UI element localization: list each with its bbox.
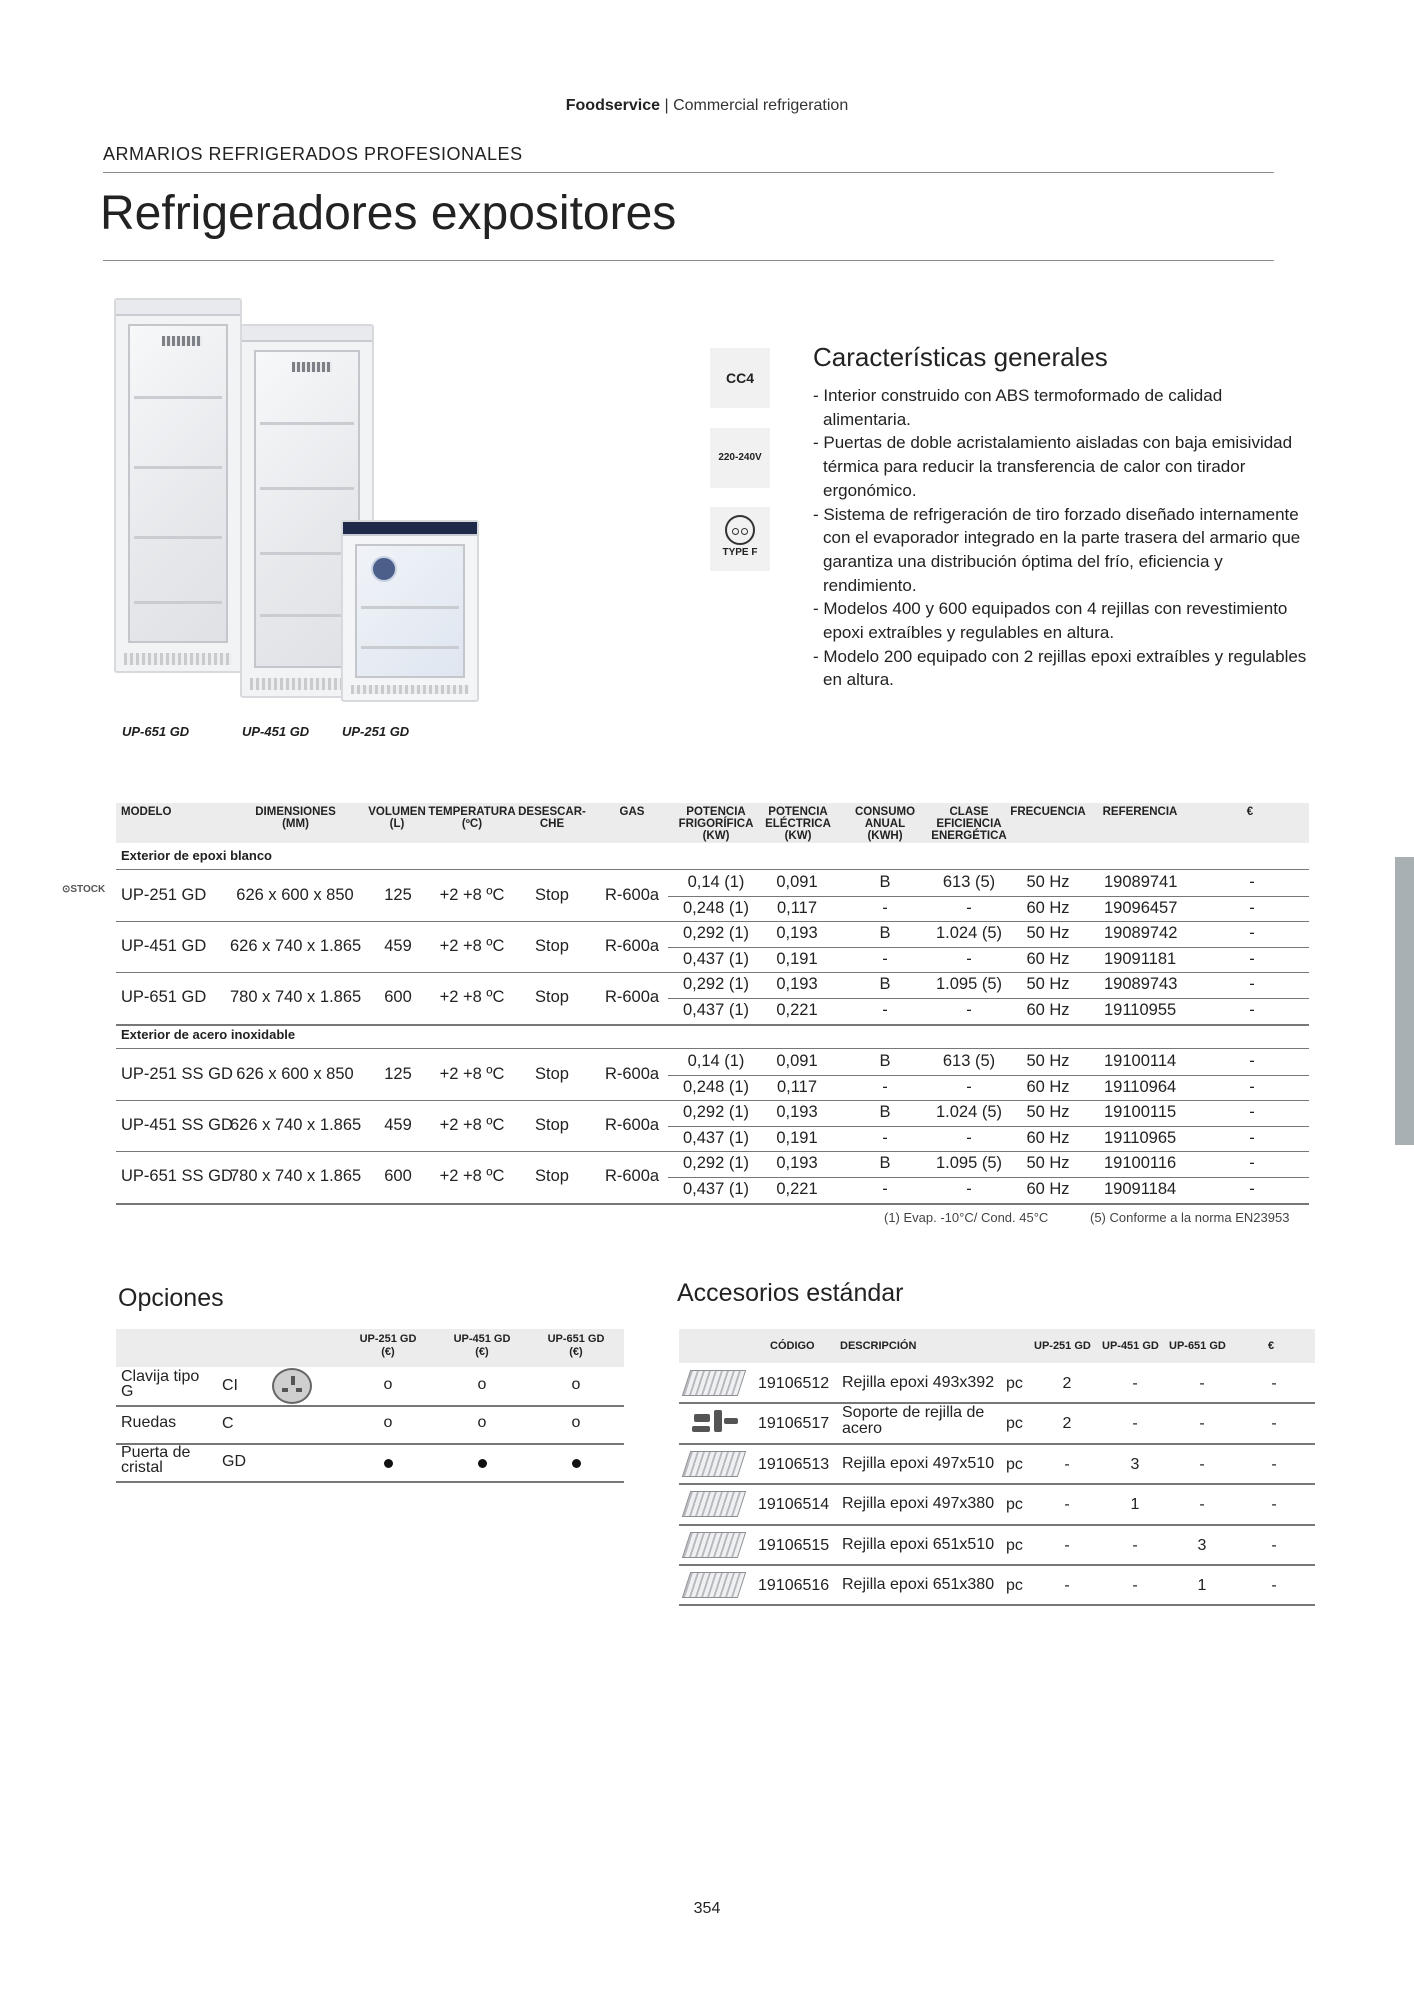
product-caption: UP-451 GD (242, 724, 310, 739)
acc-precio: - (1271, 1536, 1277, 1554)
cell-potencia-electrica: 0,193 (776, 975, 818, 994)
model-divider (116, 1024, 1309, 1026)
acc-qty-up451: - (1132, 1536, 1138, 1554)
group-label: Exterior de epoxi blanco (121, 848, 272, 863)
acc-qty-up451: 1 (1130, 1496, 1140, 1514)
option-name-line: Puerta de (121, 1444, 191, 1461)
cell-temperatura: +2 +8 ºC (439, 988, 505, 1006)
page-title: Refrigeradores expositores (100, 187, 677, 240)
cell-potencia-frigorifica: 0,292 (1) (682, 1154, 750, 1173)
acc-unit: pc (1006, 1415, 1023, 1433)
cell-clase: - (966, 1001, 972, 1019)
acc-th-up651: UP-651 GD (1169, 1340, 1226, 1352)
cell-frecuencia: 60 Hz (1026, 1128, 1070, 1147)
cell-frecuencia: 50 Hz (1026, 873, 1070, 891)
cell-potencia-electrica: 0,193 (776, 1154, 818, 1173)
option-name-line: cristal (121, 1459, 163, 1476)
plug-type-badge (710, 507, 770, 571)
th-potencia-frigorifica: POTENCIA FRIGORÍFICA (KW) (678, 806, 754, 842)
acc-descripcion (842, 1496, 994, 1512)
acc-qty-up251: 2 (1062, 1415, 1072, 1433)
page-number: 354 (693, 1900, 721, 1917)
optional-mark: o (477, 1376, 487, 1393)
option-code: C (222, 1415, 234, 1432)
cell-frecuencia: 50 Hz (1026, 924, 1070, 943)
opt-th-up251: UP-251 GD (€) (359, 1333, 417, 1358)
acc-qty-up251: - (1064, 1496, 1070, 1514)
th-referencia: REFERENCIA (1102, 806, 1178, 818)
fridge-image-up251 (341, 520, 479, 702)
th-consumo: CONSUMO ANUAL (KWH) (854, 806, 916, 842)
footnote-norma: (5) Conforme a la norma EN23953 (1090, 1210, 1290, 1225)
cell-gas: R-600a (604, 988, 660, 1006)
option-name-line: G (121, 1383, 134, 1400)
cell-dimensiones: 626 x 600 x 850 (236, 1064, 354, 1083)
cell-desescarche: Stop (535, 1167, 569, 1185)
feature-item: - Sistema de refrigeración de tiro forzado diseñado internamente con el evaporador integrado en la parte trasera del armario que garantiza una distribución óptima del frío, eficiencia y rendimiento. (813, 504, 1301, 595)
acc-unit: pc (1006, 1455, 1023, 1473)
acc-descripcion (842, 1577, 994, 1593)
row-divider (668, 1177, 1309, 1178)
plug-icon (725, 515, 755, 545)
cell-potencia-frigorifica: 0,437 (1) (682, 949, 750, 968)
acc-qty-up451: 3 (1130, 1455, 1140, 1473)
cell-consumo: - (882, 1077, 888, 1096)
cell-frecuencia: 50 Hz (1026, 975, 1070, 994)
option-divider (116, 1405, 624, 1407)
model-divider (116, 1203, 1309, 1205)
cell-consumo: B (879, 873, 891, 891)
row-divider (668, 896, 1309, 897)
acc-qty-up251: - (1064, 1536, 1070, 1554)
wire-grid-image (682, 1572, 746, 1598)
cell-modelo: UP-251 SS GD (121, 1064, 233, 1083)
cell-clase: 613 (5) (942, 1052, 996, 1070)
th-modelo: MODELO (121, 806, 172, 818)
row-divider (668, 947, 1309, 948)
acc-divider (679, 1604, 1315, 1606)
acc-qty-up651: - (1199, 1375, 1205, 1392)
cell-potencia-electrica: 0,221 (776, 1180, 818, 1198)
acc-divider (679, 1524, 1315, 1526)
cell-clase: - (966, 949, 972, 968)
option-code: GD (222, 1453, 246, 1470)
cell-clase: - (966, 1077, 972, 1096)
cell-frecuencia: 60 Hz (1026, 898, 1070, 917)
cell-consumo: - (882, 1180, 888, 1198)
cell-dimensiones: 626 x 740 x 1.865 (230, 936, 362, 955)
group-divider (116, 869, 1309, 870)
optional-mark: o (571, 1376, 581, 1393)
option-name (121, 1445, 211, 1475)
option-code: CI (222, 1377, 238, 1394)
cell-gas: R-600a (604, 1064, 660, 1083)
cell-referencia: 19089741 (1104, 873, 1178, 891)
cell-potencia-frigorifica: 0,437 (1) (682, 1180, 750, 1198)
cell-referencia: 19091181 (1104, 949, 1177, 968)
cell-dimensiones: 780 x 740 x 1.865 (230, 1167, 362, 1185)
cell-precio: - (1249, 898, 1255, 917)
cell-frecuencia: 50 Hz (1026, 1052, 1070, 1070)
category-label: ARMARIOS REFRIGERADOS PROFESIONALES (103, 144, 523, 164)
acc-descripcion (842, 1537, 994, 1553)
cell-referencia: 19089743 (1104, 975, 1178, 994)
cell-frecuencia: 60 Hz (1026, 1077, 1070, 1096)
acc-descripcion-line: Rejilla epoxi 497x510 (842, 1454, 995, 1472)
acc-descripcion (842, 1456, 994, 1472)
header-section: Commercial refrigeration (673, 97, 849, 114)
model-divider (116, 1151, 1309, 1152)
voltage-badge: 220-240V (710, 428, 770, 488)
model-divider (116, 972, 1309, 973)
plug-type-label: TYPE F (722, 547, 758, 558)
acc-divider (679, 1402, 1315, 1404)
cell-modelo: UP-451 GD (121, 936, 207, 955)
cell-dimensiones: 626 x 600 x 850 (236, 885, 354, 904)
cell-referencia: 19091184 (1104, 1180, 1177, 1198)
acc-precio: - (1271, 1375, 1277, 1392)
cell-clase: - (966, 898, 972, 917)
cell-temperatura: +2 +8 ºC (439, 885, 505, 904)
group-label: Exterior de acero inoxidable (121, 1027, 296, 1042)
product-caption: UP-251 GD (342, 724, 410, 739)
th-frecuencia: FRECUENCIA (1010, 806, 1086, 818)
product-caption: UP-651 GD (122, 724, 190, 739)
cell-temperatura: +2 +8 ºC (439, 1115, 505, 1134)
acc-qty-up651: - (1199, 1496, 1205, 1514)
cell-clase: 1.024 (5) (935, 1103, 1003, 1122)
cell-consumo: B (879, 1103, 891, 1122)
cell-gas: R-600a (604, 1167, 660, 1185)
cell-consumo: - (882, 1001, 888, 1019)
cell-clase: - (966, 1180, 972, 1198)
included-dot-icon (572, 1459, 581, 1468)
cell-referencia: 19110964 (1104, 1077, 1177, 1096)
cell-desescarche: Stop (535, 988, 569, 1006)
cell-potencia-electrica: 0,193 (776, 1103, 818, 1122)
feature-item: - Interior construido con ABS termoformado de calidad alimentaria. (813, 386, 1223, 429)
optional-mark: o (383, 1414, 393, 1431)
cell-desescarche: Stop (535, 936, 569, 955)
th-precio: € (1246, 806, 1254, 818)
cell-frecuencia: 60 Hz (1026, 1180, 1070, 1198)
included-dot-icon (478, 1459, 487, 1468)
cell-potencia-electrica: 0,191 (776, 1128, 818, 1147)
acc-descripcion (842, 1405, 984, 1437)
cell-referencia: 19100116 (1104, 1154, 1177, 1173)
cell-precio: - (1249, 949, 1255, 968)
cell-precio: - (1249, 975, 1255, 994)
acc-unit: pc (1006, 1496, 1023, 1514)
option-name (121, 1369, 211, 1399)
th-potencia-electrica: POTENCIA ELÉCTRICA (KW) (765, 806, 831, 842)
cell-potencia-frigorifica: 0,437 (1) (682, 1001, 750, 1019)
acc-qty-up651: 1 (1197, 1577, 1207, 1594)
acc-codigo: 19106515 (758, 1536, 830, 1554)
cell-precio: - (1249, 1001, 1255, 1019)
cell-precio: - (1249, 1128, 1255, 1147)
acc-codigo: 19106514 (758, 1496, 830, 1514)
cell-precio: - (1249, 1103, 1255, 1122)
cell-volumen: 600 (384, 1167, 412, 1185)
acc-unit: pc (1006, 1536, 1023, 1554)
cell-referencia: 19089742 (1104, 924, 1178, 943)
opciones-title: Opciones (118, 1284, 224, 1312)
wire-grid-image (682, 1491, 746, 1517)
acc-qty-up451: - (1132, 1577, 1138, 1594)
acc-th-descripcion: DESCRIPCIÓN (840, 1340, 917, 1352)
cell-frecuencia: 50 Hz (1026, 1154, 1070, 1173)
cell-temperatura: +2 +8 ºC (439, 1064, 505, 1083)
accesorios-title: Accesorios estándar (677, 1279, 904, 1307)
cell-potencia-frigorifica: 0,292 (1) (682, 975, 750, 994)
cell-frecuencia: 60 Hz (1026, 1001, 1070, 1019)
cell-potencia-frigorifica: 0,437 (1) (682, 1128, 750, 1147)
cell-precio: - (1249, 873, 1255, 891)
cell-consumo: - (882, 1128, 888, 1147)
opt-th-up451: UP-451 GD (€) (453, 1333, 511, 1358)
cell-consumo: B (879, 975, 891, 994)
wire-grid-image (682, 1370, 746, 1396)
cell-volumen: 459 (384, 936, 412, 955)
acc-th-codigo: CÓDIGO (770, 1340, 815, 1352)
optional-mark: o (383, 1376, 393, 1393)
cell-precio: - (1249, 924, 1255, 943)
acc-divider (679, 1443, 1315, 1445)
cell-potencia-electrica: 0,221 (776, 1001, 818, 1019)
group-divider (116, 1048, 1309, 1049)
th-volumen: VOLUMEN (L) (368, 806, 426, 830)
acc-qty-up251: - (1064, 1455, 1070, 1473)
wire-grid-image (682, 1532, 746, 1558)
th-desescarche: DESESCAR- CHE (518, 806, 586, 830)
feature-item: - Modelos 400 y 600 equipados con 4 rejillas con revestimiento epoxi extraíbles y regulables en altura. (813, 599, 1288, 643)
plug-g-icon (272, 1368, 312, 1404)
acc-qty-up251: 2 (1062, 1375, 1072, 1392)
acc-qty-up451: - (1132, 1415, 1138, 1433)
cell-modelo: UP-651 GD (121, 988, 207, 1006)
option-name-line: Ruedas (121, 1414, 177, 1431)
cell-gas: R-600a (604, 1115, 660, 1134)
acc-descripcion-line: Soporte de rejilla de (842, 1404, 985, 1422)
acc-precio: - (1271, 1415, 1277, 1433)
th-clase: CLASE EFICIENCIA ENERGÉTICA (931, 806, 1007, 842)
acc-codigo: 19106513 (758, 1455, 830, 1473)
section-side-tab (1395, 857, 1414, 1145)
features-title: Características generales (813, 342, 1108, 372)
cell-potencia-electrica: 0,117 (776, 898, 818, 917)
cell-temperatura: +2 +8 ºC (439, 1167, 505, 1185)
acc-descripcion-line: Rejilla epoxi 651x510 (842, 1535, 995, 1553)
cell-potencia-electrica: 0,117 (776, 1077, 818, 1096)
acc-precio: - (1271, 1455, 1277, 1473)
optional-mark: o (477, 1414, 487, 1431)
acc-th-up251: UP-251 GD (1034, 1340, 1091, 1352)
acc-codigo: 19106512 (758, 1375, 830, 1392)
cell-potencia-electrica: 0,091 (776, 873, 818, 891)
cell-precio: - (1249, 1180, 1255, 1198)
model-divider (116, 921, 1309, 922)
cell-potencia-frigorifica: 0,248 (1) (682, 1077, 750, 1096)
acc-codigo: 19106516 (758, 1577, 830, 1594)
cell-gas: R-600a (604, 936, 660, 955)
acc-qty-up651: - (1199, 1415, 1205, 1433)
cell-potencia-frigorifica: 0,248 (1) (682, 898, 750, 917)
th-dimensiones: DIMENSIONES (MM) (255, 806, 336, 830)
cell-potencia-frigorifica: 0,14 (1) (687, 1052, 745, 1070)
cell-consumo: - (882, 949, 888, 968)
th-temperatura: TEMPERATURA (ºC) (428, 806, 516, 830)
row-divider (668, 1126, 1309, 1127)
th-gas: GAS (619, 806, 645, 818)
stock-badge: ⊙STOCK (62, 884, 106, 895)
cell-referencia: 19110965 (1104, 1128, 1177, 1147)
cell-precio: - (1249, 1052, 1255, 1070)
cell-potencia-electrica: 0,191 (776, 949, 818, 968)
cell-potencia-frigorifica: 0,292 (1) (682, 1103, 750, 1122)
cell-desescarche: Stop (535, 1064, 569, 1083)
acc-descripcion (842, 1375, 994, 1391)
wire-grid-image (682, 1451, 746, 1477)
cell-consumo: B (879, 1154, 891, 1173)
feature-item: - Modelo 200 equipado con 2 rejillas epoxi extraíbles y regulables en altura. (813, 646, 1307, 690)
acc-precio: - (1271, 1496, 1277, 1514)
cell-potencia-electrica: 0,193 (776, 924, 818, 943)
acc-descripcion-line: Rejilla epoxi 497x380 (842, 1495, 995, 1513)
acc-unit: pc (1006, 1577, 1023, 1594)
acc-descripcion-line: Rejilla epoxi 651x380 (842, 1576, 995, 1593)
header-brand: Foodservice (565, 97, 661, 114)
cell-potencia-frigorifica: 0,292 (1) (682, 924, 750, 943)
option-divider (116, 1481, 624, 1483)
divider (103, 260, 1274, 261)
cell-volumen: 125 (384, 1064, 412, 1083)
cell-frecuencia: 50 Hz (1026, 1103, 1070, 1122)
cell-dimensiones: 780 x 740 x 1.865 (230, 988, 362, 1006)
cell-clase: 1.095 (5) (935, 975, 1003, 994)
acc-divider (679, 1564, 1315, 1566)
acc-precio: - (1271, 1577, 1277, 1594)
page-header (0, 97, 1414, 115)
acc-th-precio: € (1268, 1340, 1275, 1352)
grid-support-image (688, 1408, 740, 1438)
cell-gas: R-600a (604, 885, 660, 904)
opt-th-up651: UP-651 GD (€) (547, 1333, 605, 1358)
row-divider (668, 998, 1309, 999)
footnote-evap: (1) Evap. -10°C/ Cond. 45°C (884, 1210, 1049, 1225)
cell-consumo: B (879, 924, 891, 943)
cell-clase: 1.095 (5) (935, 1154, 1003, 1173)
cell-dimensiones: 626 x 740 x 1.865 (230, 1115, 362, 1134)
cell-potencia-frigorifica: 0,14 (1) (687, 873, 745, 891)
acc-qty-up651: - (1199, 1455, 1205, 1473)
row-divider (668, 1075, 1309, 1076)
climate-class-badge: CC4 (710, 348, 770, 408)
cell-referencia: 19100114 (1104, 1052, 1177, 1070)
cell-referencia: 19100115 (1104, 1103, 1177, 1122)
acc-descripcion-line: Rejilla epoxi 493x392 (842, 1374, 995, 1391)
cell-clase: 613 (5) (942, 873, 996, 891)
features-list (813, 384, 1313, 692)
acc-qty-up451: - (1132, 1375, 1138, 1392)
option-name-line: Clavija tipo (121, 1368, 200, 1385)
option-name (121, 1415, 211, 1430)
cell-desescarche: Stop (535, 1115, 569, 1134)
cell-desescarche: Stop (535, 885, 569, 904)
model-divider (116, 1100, 1309, 1101)
included-dot-icon (384, 1459, 393, 1468)
acc-unit: pc (1006, 1375, 1023, 1392)
acc-qty-up251: - (1064, 1577, 1070, 1594)
cell-volumen: 125 (384, 885, 412, 904)
feature-item: - Puertas de doble acristalamiento aisladas con baja emisividad térmica para reducir la transferencia de calor con tirador ergonómico. (813, 433, 1293, 500)
fridge-image-up651 (114, 298, 242, 673)
cell-precio: - (1249, 1154, 1255, 1173)
cell-frecuencia: 60 Hz (1026, 949, 1070, 968)
cell-clase: - (966, 1128, 972, 1147)
acc-divider (679, 1483, 1315, 1485)
header-separator: | (660, 97, 674, 114)
divider (103, 172, 1274, 173)
cell-volumen: 600 (384, 988, 412, 1006)
cell-modelo: UP-451 SS GD (121, 1115, 233, 1134)
cell-consumo: B (879, 1052, 891, 1070)
acc-codigo: 19106517 (758, 1415, 830, 1433)
cell-clase: 1.024 (5) (935, 924, 1003, 943)
cell-temperatura: +2 +8 ºC (439, 936, 505, 955)
acc-descripcion-line: acero (842, 1420, 883, 1438)
cell-consumo: - (882, 898, 888, 917)
cell-potencia-electrica: 0,091 (776, 1052, 818, 1070)
optional-mark: o (571, 1414, 581, 1431)
cell-modelo: UP-251 GD (121, 885, 207, 904)
acc-qty-up651: 3 (1197, 1536, 1207, 1554)
cell-referencia: 19096457 (1104, 898, 1178, 917)
cell-modelo: UP-651 SS GD (121, 1167, 233, 1185)
cell-volumen: 459 (384, 1115, 412, 1134)
cell-referencia: 19110955 (1104, 1001, 1177, 1019)
acc-th-up451: UP-451 GD (1102, 1340, 1159, 1352)
cell-precio: - (1249, 1077, 1255, 1096)
